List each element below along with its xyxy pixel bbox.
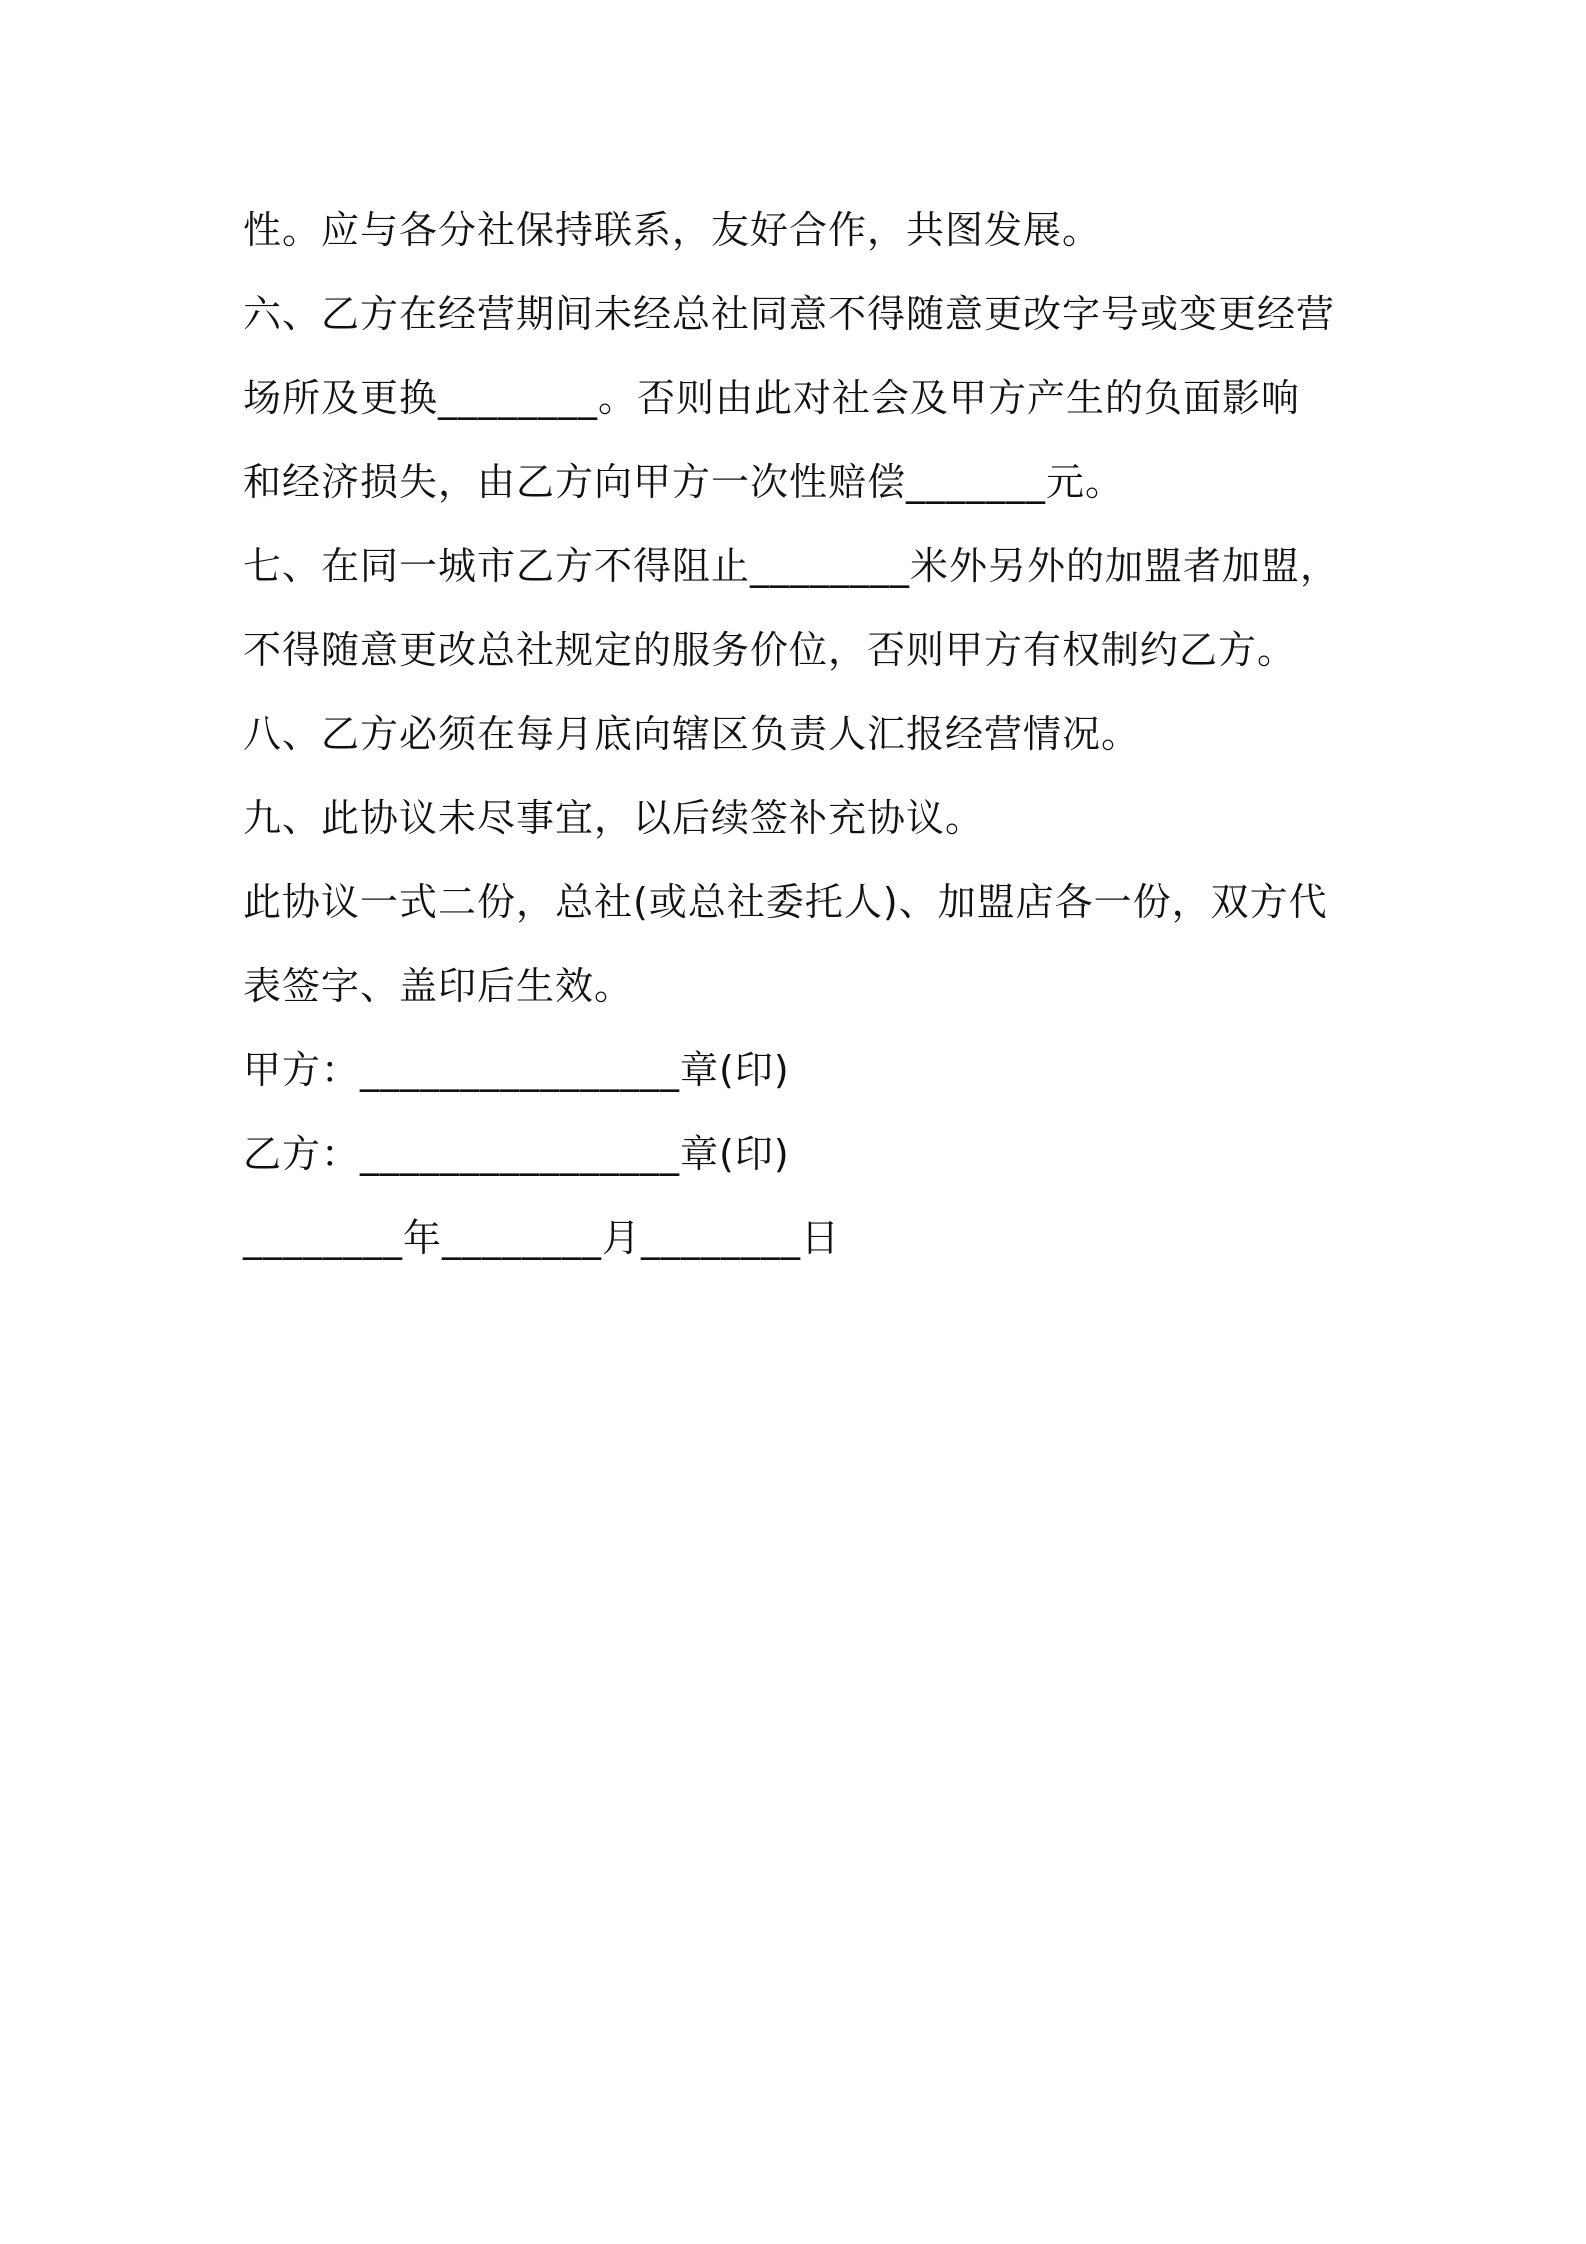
date-line: ________年________月________日: [243, 1216, 841, 1260]
agreement-copies-line-1: 此协议一式二份，总社(或总社委托人)、加盟店各一份，双方代: [243, 880, 1328, 924]
document-body: [243, 188, 1363, 1280]
agreement-copies-line-2: 表签字、盖印后生效。: [243, 964, 634, 1008]
clause-7-line-2: 不得随意更改总社规定的服务价位，否则甲方有权制约乙方。: [243, 628, 1297, 672]
clause-6-line-2: 场所及更换________。否则由此对社会及甲方产生的负面影响: [243, 376, 1301, 420]
clause-6-line-3: 和经济损失，由乙方向甲方一次性赔偿_______元。: [243, 460, 1125, 504]
clause-6-line-1: 六、乙方在经营期间未经总社同意不得随意更改字号或变更经营: [243, 292, 1336, 336]
party-a-signature-line: 甲方：________________章(印): [243, 1048, 790, 1092]
clause-9: 九、此协议未尽事宜，以后续签补充协议。: [243, 796, 985, 840]
paragraph-line-continuation: 性。应与各分社保持联系，友好合作，共图发展。: [243, 208, 1102, 252]
clause-8: 八、乙方必须在每月底向辖区负责人汇报经营情况。: [243, 712, 1141, 756]
clause-7-line-1: 七、在同一城市乙方不得阻止________米外另外的加盟者加盟，: [243, 544, 1340, 588]
party-b-signature-line: 乙方：________________章(印): [243, 1132, 790, 1176]
